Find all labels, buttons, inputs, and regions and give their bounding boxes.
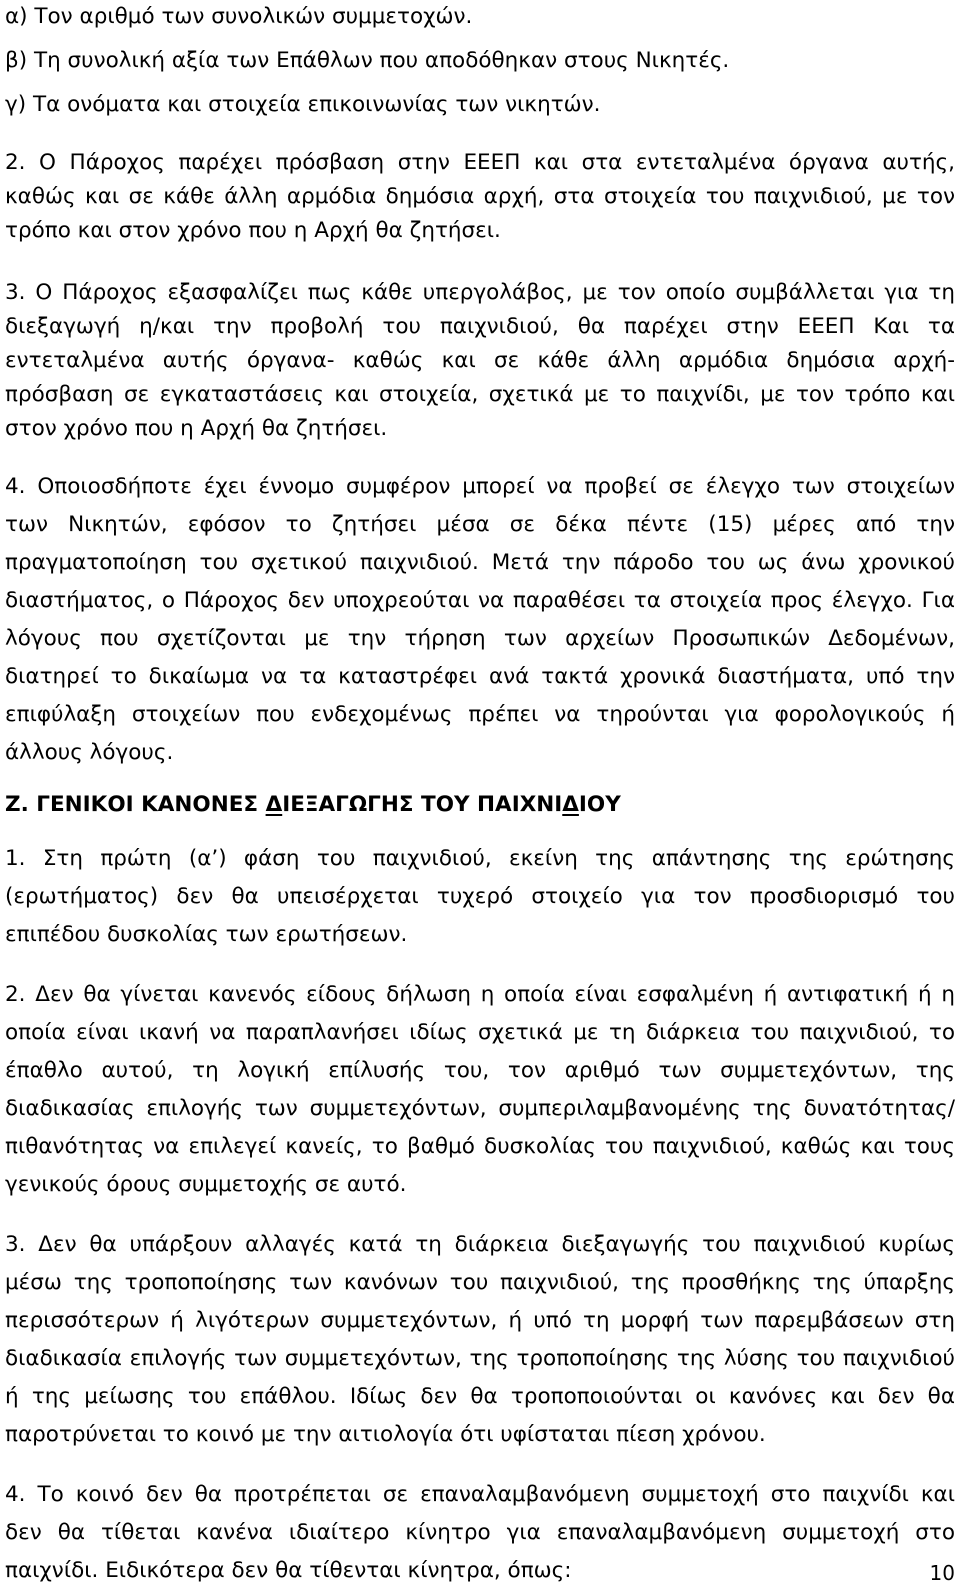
point-2-line: 2. Ο Πάροχος παρέχει πρόσβαση στην ΕΕΕΠ και στα εντεταλμένα όργανα αυτής, [5, 150, 955, 175]
rule-4-line: δεν θα τίθεται κανένα ιδιαίτερο κίνητρο για επαναλαμβανόμενη συμμετοχή στο [5, 1520, 955, 1545]
rule-3-line: παροτρύνεται το κοινό με την αιτιολογία ότι υφίσταται πίεση χρόνου. [5, 1422, 766, 1447]
rule-3-line: 3. Δεν θα υπάρξουν αλλαγές κατά τη διάρκεια διεξαγωγής του παιχνιδιού κυρίως [5, 1232, 955, 1257]
list-item-c: γ) Τα ονόματα και στοιχεία επικοινωνίας των νικητών. [5, 92, 601, 117]
point-3-line: στον χρόνο που η Αρχή θα ζητήσει. [5, 416, 388, 441]
rule-3-line: ή της μείωσης του επάθλου. Ιδίως δεν θα τροποποιούνται οι κανόνες και δεν θα [5, 1384, 955, 1409]
point-3-line: 3. Ο Πάροχος εξασφαλίζει πως κάθε υπεργολάβος, με τον οποίο συμβάλλεται για τη [5, 280, 955, 305]
point-4-line: 4. Οποιοσδήποτε έχει έννομο συμφέρον μπορεί να προβεί σε έλεγχο των στοιχείων [5, 474, 955, 499]
point-4-line: των Νικητών, εφόσον το ζητήσει μέσα σε δέκα πέντε (15) μέρες από την [5, 512, 955, 537]
rule-2-line: διαδικασίας επιλογής των συμμετεχόντων, συμπεριλαμβανομένης της δυνατότητας/ [5, 1096, 955, 1121]
rule-2-line: έπαθλο αυτού, τη λογική επίλυσής του, τον αριθμό των συμμετεχόντων, της [5, 1058, 955, 1083]
point-2-line: τρόπο και στον χρόνο που η Αρχή θα ζητήσει. [5, 218, 501, 243]
point-4-line: άλλους λόγους. [5, 740, 174, 765]
rule-1-line: επιπέδου δυσκολίας των ερωτήσεων. [5, 922, 408, 947]
rule-2-line: πιθανότητας να επιλεγεί κανείς, το βαθμό δυσκολίας του παιχνιδιού, καθώς και τους [5, 1134, 955, 1159]
list-item-b: β) Τη συνολική αξία των Επάθλων που αποδόθηκαν στους Νικητές. [5, 48, 730, 73]
rule-3-line: περισσότερων ή λιγότερων συμμετεχόντων, ή υπό τη μορφή των παρεμβάσεων στη [5, 1308, 955, 1333]
rule-3-line: διαδικασία επιλογής των συμμετεχόντων, της τροποποίησης της λύσης του παιχνιδιού [5, 1346, 955, 1371]
rule-1-line: 1. Στη πρώτη (α’) φάση του παιχνιδιού, εκείνη της απάντησης της ερώτησης [5, 846, 955, 871]
point-3-line: εντεταλμένα αυτής όργανα- καθώς και σε κάθε άλλη αρμόδια δημόσια αρχή- [5, 348, 955, 373]
rule-2-line: 2. Δεν θα γίνεται κανενός είδους δήλωση η οποία είναι εσφαλμένη ή αντιφατική ή η [5, 982, 955, 1007]
rule-4-line: 4. Το κοινό δεν θα προτρέπεται σε επαναλαμβανόμενη συμμετοχή στο παιχνίδι και [5, 1482, 955, 1507]
point-4-line: διαστήματος, ο Πάροχος δεν υποχρεούται να παραθέσει τα στοιχεία προς έλεγχο. Για [5, 588, 955, 613]
rule-2-line: γενικούς όρους συμμετοχής σε αυτό. [5, 1172, 407, 1197]
point-4-line: λόγους που σχετίζονται με την τήρηση των αρχείων Προσωπικών Δεδομένων, [5, 626, 955, 651]
rule-3-line: μέσω της τροποποίησης των κανόνων του παιχνιδιού, της προσθήκης της ύπαρξης [5, 1270, 955, 1295]
section-heading: Ζ. ΓΕΝΙΚΟΙ ΚΑΝΟΝΕΣ ΔΙΕΞΑΓΩΓΗΣ ΤΟΥ ΠΑΙΧΝΙΔΙΟΥ [5, 792, 621, 817]
page-number: 10 [929, 1561, 955, 1585]
point-4-line: πραγματοποίηση του σχετικού παιχνιδιού. Μετά την πάροδο του ως άνω χρονικού [5, 550, 955, 575]
rule-4-line: παιχνίδι. Ειδικότερα δεν θα τίθενται κίνητρα, όπως: [5, 1558, 572, 1583]
point-4-line: διατηρεί το δικαίωμα να τα καταστρέφει ανά τακτά χρονικά διαστήματα, υπό την [5, 664, 955, 689]
rule-2-line: οποία είναι ικανή να παραπλανήσει ιδίως σχετικά με τη διάρκεια του παιχνιδιού, το [5, 1020, 955, 1045]
point-2-line: καθώς και σε κάθε άλλη αρμόδια δημόσια αρχή, στα στοιχεία του παιχνιδιού, με τον [5, 184, 955, 209]
point-3-line: πρόσβαση σε εγκαταστάσεις και στοιχεία, σχετικά με το παιχνίδι, με τον τρόπο και [5, 382, 955, 407]
point-3-line: διεξαγωγή η/και την προβολή του παιχνιδιού, θα παρέχει στην ΕΕΕΠ Και τα [5, 314, 955, 339]
rule-1-line: (ερωτήματος) δεν θα υπεισέρχεται τυχερό στοιχείο για τον προσδιορισμό του [5, 884, 955, 909]
point-4-line: επιφύλαξη στοιχείων που ενδεχομένως πρέπει να τηρούνται για φορολογικούς ή [5, 702, 955, 727]
list-item-a: α) Τον αριθμό των συνολικών συμμετοχών. [5, 4, 473, 29]
